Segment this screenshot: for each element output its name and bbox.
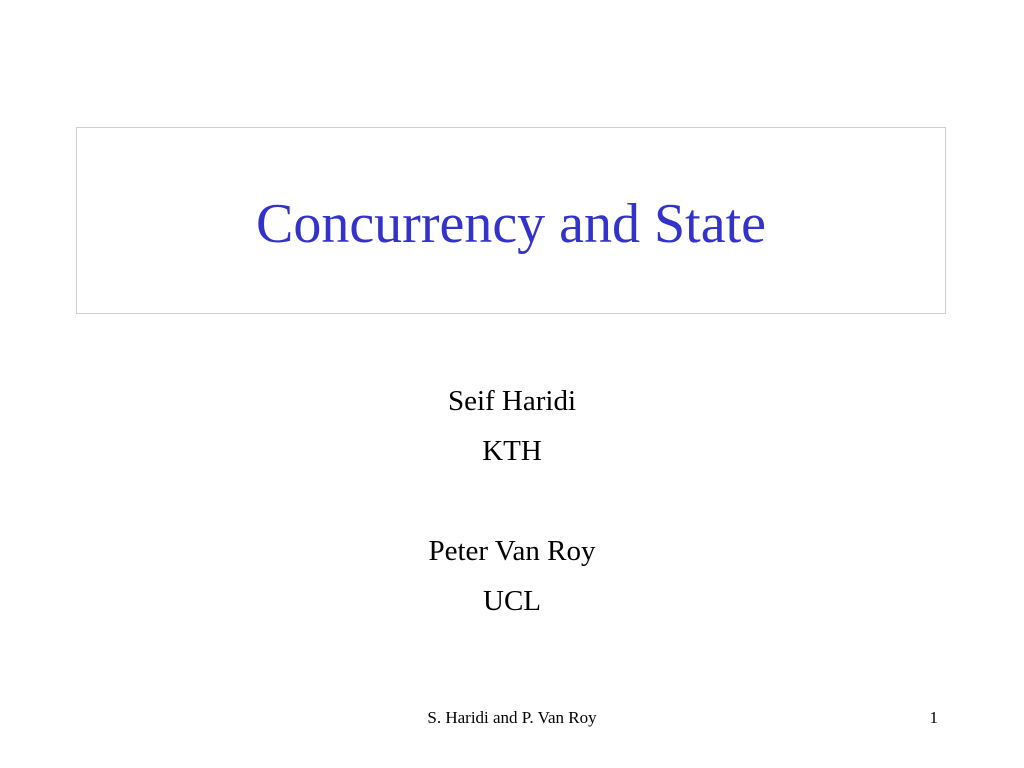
author-affiliation: UCL [483,585,541,617]
author-spacer [0,476,1024,526]
author-name: Seif Haridi [447,385,577,417]
author-block [0,376,1024,626]
author-name: Peter Van Roy [428,535,596,567]
author-affiliation: KTH [482,435,542,467]
page-number: 1 [929,708,938,727]
slide-title: Concurrency and State [255,192,767,255]
title-box [76,127,946,314]
footer-text: S. Haridi and P. Van Roy [427,708,597,727]
